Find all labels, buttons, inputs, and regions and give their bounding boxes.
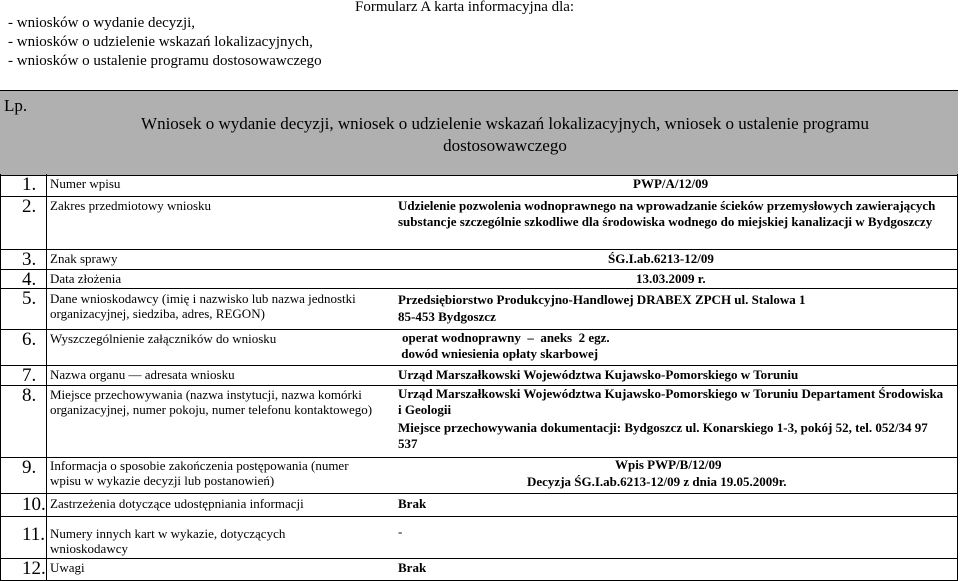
row-value-line: Wpis PWP/B/12/09 — [615, 457, 722, 472]
lp-header: Lp. — [4, 96, 28, 115]
row-label: Miejsce przechowywania (nazwa instytucji, nazwa komórki organizacyjnej, numer pokoju, numer telefonu kontaktowego) — [50, 387, 373, 417]
row-number: 9. — [22, 457, 37, 478]
row-divider — [0, 365, 958, 366]
row-label: Znak sprawy — [50, 251, 118, 266]
row-value: 13.03.2009 r. — [636, 271, 706, 286]
row-value: ŚG.I.ab.6213-12/09 — [608, 251, 714, 266]
table-border-right — [957, 174, 958, 581]
row-label: Data złożenia — [50, 271, 122, 286]
row-label: Nazwa organu — adresata wniosku — [50, 367, 235, 382]
row-divider — [0, 249, 958, 250]
row-label: Informacja o sposobie zakończenia postępowania (numer wpisu w wykazie decyzji lub postanowień) — [50, 458, 349, 488]
row-number: 3. — [22, 249, 37, 270]
form-title: Formularz A karta informacyjna dla: — [355, 0, 575, 15]
row-divider — [0, 269, 958, 270]
row-value-line: operat wodnoprawny – aneks 2 egz. — [402, 330, 610, 345]
row-label: Zakres przedmiotowy wniosku — [50, 198, 212, 213]
row-label: Zastrzeżenia dotyczące udostępniania informacji — [50, 496, 304, 511]
row-value-line: 85-453 Bydgoszcz — [398, 309, 496, 324]
info-table — [0, 174, 958, 581]
scope-item: - wniosków o udzielenie wskazań lokalizacyjnych, — [8, 34, 313, 50]
column-divider — [46, 174, 47, 581]
table-border-left — [0, 174, 1, 581]
row-divider — [0, 493, 958, 494]
row-value: PWP/A/12/09 — [633, 176, 709, 191]
row-label: Dane wnioskodawcy (imię i nazwisko lub nazwa jednostki organizacyjnej, siedziba, adres, REGON) — [50, 291, 356, 321]
row-label: Numer wpisu — [50, 176, 121, 191]
row-number: 5. — [22, 288, 37, 309]
row-label: Uwagi — [50, 560, 85, 575]
row-number: 8. — [22, 385, 37, 406]
row-number: 10. — [22, 494, 46, 515]
row-number: 4. — [22, 269, 37, 290]
table-header-title: Wniosek o wydanie decyzji, wniosek o udzielenie wskazań lokalizacyjnych, wniosek o ustalenie programu dostosowawczego — [141, 114, 869, 155]
row-value: Brak — [398, 496, 427, 511]
row-value: Urząd Marszałkowski Województwa Kujawsko-Pomorskiego w Toruniu — [398, 367, 799, 382]
scope-item: - wniosków o ustalenie programu dostosowawczego — [8, 53, 322, 69]
form-scope-list — [8, 14, 322, 71]
row-divider — [0, 196, 958, 197]
row-value-line: dowód wniesienia opłaty skarbowej — [398, 346, 599, 361]
row-number: 11. — [22, 524, 46, 545]
row-value-line: Przedsiębiorstwo Produkcyjno-Handlowej DRABEX ZPCH ul. Stalowa 1 — [398, 292, 806, 307]
row-value: Brak — [398, 560, 427, 575]
scope-item: - wniosków o wydanie decyzji, — [8, 15, 196, 31]
row-number: 12. — [22, 558, 46, 579]
row-label: Numery innych kart w wykazie, dotyczących wnioskodawcy — [50, 526, 286, 556]
row-number: 2. — [22, 196, 37, 217]
row-value-line: Miejsce przechowywania dokumentacji: Bydgoszcz ul. Konarskiego 1-3, pokój 52, tel. 052/34 97 537 — [398, 420, 928, 451]
row-divider — [0, 516, 958, 517]
row-value-line: Urząd Marszałkowski Województwa Kujawsko-Pomorskiego w Toruniu Departament Środowiska i Geologii — [398, 386, 944, 417]
row-value: Udzielenie pozwolenia wodnoprawnego na wprowadzanie ścieków przemysłowych zawierających substancje szczególnie szkodliwe dla środowiska wodnego do miejskiej kanalizacji w Bydgoszczy — [398, 198, 936, 229]
row-number: 7. — [22, 365, 37, 386]
row-value: - — [398, 524, 403, 539]
row-label: Wyszczególnienie załączników do wniosku — [50, 331, 277, 346]
row-value-line: Decyzja ŚG.I.ab.6213-12/09 z dnia 19.05.2009r. — [527, 474, 787, 489]
row-number: 1. — [22, 174, 37, 195]
row-divider — [0, 288, 958, 289]
row-number: 6. — [22, 329, 37, 350]
row-divider — [0, 558, 958, 559]
